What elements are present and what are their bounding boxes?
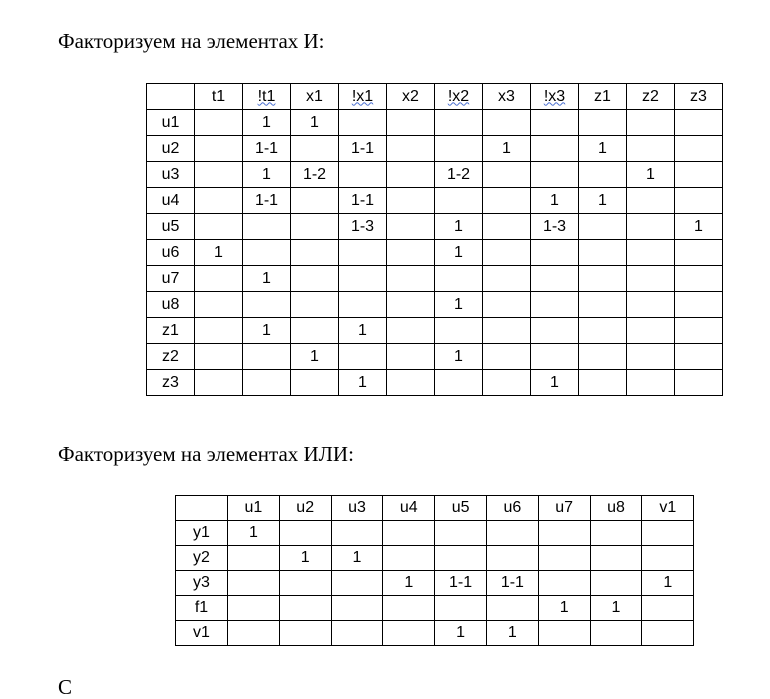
table-cell: 1: [579, 188, 627, 214]
table-row: [176, 596, 694, 621]
table-cell: 1: [435, 292, 483, 318]
table-cell: [483, 188, 531, 214]
table-cell: [531, 110, 579, 136]
table-cell: [538, 571, 590, 596]
row-header: y2: [176, 546, 228, 571]
table-cell: [387, 292, 435, 318]
table-row: [147, 292, 723, 318]
table-cell: 1: [435, 214, 483, 240]
corner-cell: [147, 84, 195, 110]
table-cell: [483, 162, 531, 188]
table-cell: [339, 240, 387, 266]
table-cell: 1: [228, 521, 280, 546]
table-cell: [228, 546, 280, 571]
table-cell: [627, 318, 675, 344]
table-cell: [243, 344, 291, 370]
table-cell: [291, 188, 339, 214]
table-row: [147, 240, 723, 266]
table-cell: [339, 344, 387, 370]
table-row: [176, 546, 694, 571]
row-header: u5: [147, 214, 195, 240]
table-cell: [243, 292, 291, 318]
table-cell: [675, 266, 723, 292]
table-cell: [435, 266, 483, 292]
table-cell: [435, 521, 487, 546]
section-heading-and: Факторизуем на элементах И:: [58, 29, 325, 53]
table-cell: [279, 571, 331, 596]
column-header: u2: [279, 496, 331, 521]
table-cell: [538, 621, 590, 646]
table-row: [147, 136, 723, 162]
table-cell: [339, 266, 387, 292]
section-heading-or: Факторизуем на элементах ИЛИ:: [58, 442, 354, 466]
table-cell: [435, 596, 487, 621]
table-cell: [279, 521, 331, 546]
table-cell: [675, 292, 723, 318]
and-factorization-table: [146, 83, 723, 396]
table-cell: 1: [483, 136, 531, 162]
table-cell: [291, 292, 339, 318]
table-cell: [291, 266, 339, 292]
column-header: !x1: [339, 84, 387, 110]
table-cell: [590, 621, 642, 646]
table-cell: 1-1: [243, 136, 291, 162]
table-cell: [675, 136, 723, 162]
table-cell: [243, 370, 291, 396]
table-cell: [387, 110, 435, 136]
table-row: [147, 370, 723, 396]
table-cell: [387, 266, 435, 292]
table-cell: [339, 292, 387, 318]
table-cell: [579, 214, 627, 240]
table-cell: [642, 596, 694, 621]
table-cell: [195, 344, 243, 370]
table-cell: [579, 292, 627, 318]
table-cell: [387, 344, 435, 370]
table-cell: [642, 621, 694, 646]
table-cell: [435, 546, 487, 571]
table-cell: [486, 546, 538, 571]
table-cell: 1: [531, 370, 579, 396]
table-cell: [579, 162, 627, 188]
table-cell: 1-1: [486, 571, 538, 596]
table-cell: 1: [531, 188, 579, 214]
table-cell: [387, 214, 435, 240]
row-header: u4: [147, 188, 195, 214]
table-cell: [531, 292, 579, 318]
table-cell: [387, 318, 435, 344]
table-cell: [627, 292, 675, 318]
table-cell: [627, 214, 675, 240]
table-cell: [483, 344, 531, 370]
table-cell: [590, 521, 642, 546]
row-header: u3: [147, 162, 195, 188]
table-cell: [339, 162, 387, 188]
table-row: [147, 318, 723, 344]
table-row: [176, 621, 694, 646]
table-cell: 1: [383, 571, 435, 596]
header-row: [147, 84, 723, 110]
table-cell: [195, 318, 243, 344]
table-cell: [627, 240, 675, 266]
column-header: u4: [383, 496, 435, 521]
table-cell: [195, 266, 243, 292]
table-cell: [590, 546, 642, 571]
table-cell: [675, 318, 723, 344]
corner-cell: [176, 496, 228, 521]
table-cell: [483, 318, 531, 344]
row-header: u6: [147, 240, 195, 266]
table-cell: [579, 266, 627, 292]
table-cell: [675, 162, 723, 188]
row-header: u2: [147, 136, 195, 162]
table-cell: [642, 521, 694, 546]
table-cell: 1: [279, 546, 331, 571]
table-cell: [531, 266, 579, 292]
table-cell: 1-1: [339, 136, 387, 162]
table-cell: [291, 214, 339, 240]
row-header: y3: [176, 571, 228, 596]
table-cell: [228, 596, 280, 621]
table-cell: [387, 370, 435, 396]
table-cell: [642, 546, 694, 571]
table-cell: [383, 546, 435, 571]
table-cell: [627, 188, 675, 214]
table-cell: 1: [627, 162, 675, 188]
table-cell: [675, 240, 723, 266]
table-cell: [531, 162, 579, 188]
table-cell: [195, 136, 243, 162]
table-cell: [579, 344, 627, 370]
table-cell: [383, 596, 435, 621]
table-cell: [627, 370, 675, 396]
table-cell: 1: [339, 318, 387, 344]
table-cell: [579, 370, 627, 396]
row-header: z1: [147, 318, 195, 344]
table-cell: 1: [195, 240, 243, 266]
table-cell: [675, 188, 723, 214]
table-cell: 1-1: [435, 571, 487, 596]
table-cell: [387, 162, 435, 188]
table-cell: [195, 370, 243, 396]
table-cell: 1: [435, 621, 487, 646]
column-header: u8: [590, 496, 642, 521]
table-cell: [228, 621, 280, 646]
table-cell: [538, 546, 590, 571]
table-row: [176, 571, 694, 596]
table-cell: 1-1: [243, 188, 291, 214]
table-cell: [195, 188, 243, 214]
table-cell: [579, 318, 627, 344]
table-cell: [435, 136, 483, 162]
column-header: t1: [195, 84, 243, 110]
column-header: v1: [642, 496, 694, 521]
table-row: [147, 214, 723, 240]
table-cell: [383, 621, 435, 646]
table-cell: [675, 370, 723, 396]
table-cell: [387, 240, 435, 266]
column-header: u7: [538, 496, 590, 521]
row-header: u7: [147, 266, 195, 292]
table-cell: 1-3: [531, 214, 579, 240]
column-header: x3: [483, 84, 531, 110]
table-cell: 1: [243, 162, 291, 188]
table-cell: [538, 521, 590, 546]
table-cell: [483, 370, 531, 396]
next-paragraph-fragment: С: [58, 675, 73, 699]
table-cell: [195, 162, 243, 188]
table-cell: 1: [590, 596, 642, 621]
table-cell: [195, 292, 243, 318]
table-cell: [627, 136, 675, 162]
table-cell: [331, 596, 383, 621]
column-header: u6: [486, 496, 538, 521]
column-header: !t1: [243, 84, 291, 110]
table-cell: 1: [642, 571, 694, 596]
column-header: z2: [627, 84, 675, 110]
table-cell: 1: [291, 110, 339, 136]
table-cell: [195, 110, 243, 136]
column-header: u3: [331, 496, 383, 521]
table-cell: [675, 110, 723, 136]
table-cell: [435, 318, 483, 344]
table-cell: [228, 571, 280, 596]
table-cell: [435, 370, 483, 396]
table-cell: [331, 621, 383, 646]
table-cell: [675, 344, 723, 370]
table-cell: [531, 318, 579, 344]
header-row: [176, 496, 694, 521]
table-cell: 1-1: [339, 188, 387, 214]
table-cell: [243, 214, 291, 240]
row-header: y1: [176, 521, 228, 546]
table-cell: 1: [291, 344, 339, 370]
table-cell: [579, 240, 627, 266]
table-cell: [291, 318, 339, 344]
column-header: x1: [291, 84, 339, 110]
table-cell: [387, 136, 435, 162]
table-row: [147, 344, 723, 370]
table-cell: [195, 214, 243, 240]
table-cell: 1-2: [291, 162, 339, 188]
table-cell: 1: [331, 546, 383, 571]
table-cell: [579, 110, 627, 136]
table-cell: [486, 521, 538, 546]
table-cell: [483, 240, 531, 266]
table-cell: [279, 596, 331, 621]
row-header: f1: [176, 596, 228, 621]
column-header: !x3: [531, 84, 579, 110]
table-cell: [331, 571, 383, 596]
column-header: x2: [387, 84, 435, 110]
column-header: !x2: [435, 84, 483, 110]
or-factorization-table: [175, 495, 694, 646]
table-cell: [435, 188, 483, 214]
table-cell: [531, 240, 579, 266]
table-cell: [387, 188, 435, 214]
table-cell: [486, 596, 538, 621]
table-cell: [531, 344, 579, 370]
table-cell: [291, 136, 339, 162]
table-cell: [339, 110, 387, 136]
table-cell: [627, 344, 675, 370]
table-cell: 1-3: [339, 214, 387, 240]
column-header: u1: [228, 496, 280, 521]
table-cell: 1: [243, 110, 291, 136]
table-cell: [435, 110, 483, 136]
table-cell: 1: [538, 596, 590, 621]
table-cell: 1: [339, 370, 387, 396]
table-row: [147, 266, 723, 292]
table-cell: 1: [579, 136, 627, 162]
table-row: [176, 521, 694, 546]
table-cell: [383, 521, 435, 546]
table-cell: 1: [243, 266, 291, 292]
table-cell: [483, 266, 531, 292]
table-cell: [483, 110, 531, 136]
table-cell: 1-2: [435, 162, 483, 188]
row-header: z2: [147, 344, 195, 370]
table-cell: [590, 571, 642, 596]
table-row: [147, 110, 723, 136]
table-cell: [291, 370, 339, 396]
column-header: z3: [675, 84, 723, 110]
table-cell: 1: [435, 344, 483, 370]
table-cell: 1: [243, 318, 291, 344]
row-header: z3: [147, 370, 195, 396]
table-cell: [531, 136, 579, 162]
table-cell: [291, 240, 339, 266]
column-header: z1: [579, 84, 627, 110]
table-cell: [483, 292, 531, 318]
table-cell: [279, 621, 331, 646]
table-cell: 1: [675, 214, 723, 240]
row-header: u8: [147, 292, 195, 318]
table-cell: [483, 214, 531, 240]
table-cell: 1: [435, 240, 483, 266]
table-cell: [627, 110, 675, 136]
table-row: [147, 162, 723, 188]
table-cell: [331, 521, 383, 546]
table-cell: 1: [486, 621, 538, 646]
row-header: u1: [147, 110, 195, 136]
table-cell: [243, 240, 291, 266]
column-header: u5: [435, 496, 487, 521]
table-row: [147, 188, 723, 214]
table-cell: [627, 266, 675, 292]
row-header: v1: [176, 621, 228, 646]
